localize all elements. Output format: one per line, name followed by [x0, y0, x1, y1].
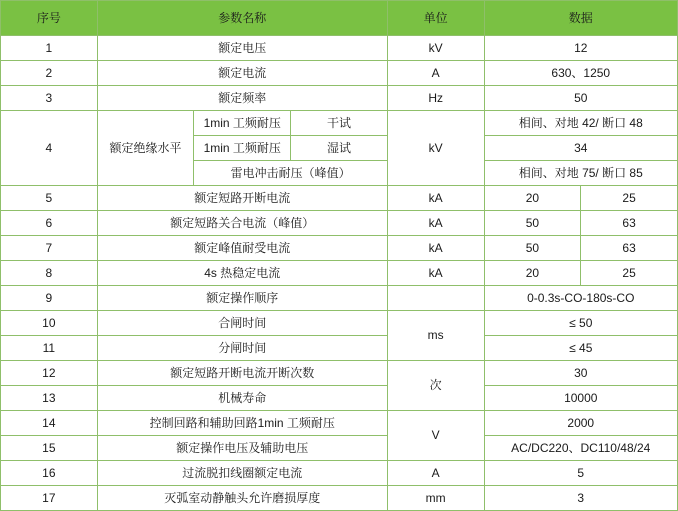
- row-parameter-name: 额定电压: [97, 36, 387, 61]
- table-row: [1, 211, 678, 236]
- row-index: 16: [1, 461, 98, 486]
- table-row: [1, 36, 678, 61]
- row-parameter-name: 额定短路开断电流: [97, 186, 387, 211]
- table-row: [1, 411, 678, 436]
- row-group-label: 额定绝缘水平: [97, 111, 194, 186]
- table-row: [1, 436, 678, 461]
- row-index: 17: [1, 486, 98, 511]
- row-data: 相间、对地 42/ 断口 48: [484, 111, 677, 136]
- row-parameter-name: 额定短路关合电流（峰值）: [97, 211, 387, 236]
- row-parameter-name: 额定短路开断电流开断次数: [97, 361, 387, 386]
- column-header-index: 序号: [1, 1, 98, 36]
- row-data-left: 50: [484, 211, 581, 236]
- table-row: [1, 486, 678, 511]
- column-header-parameter-name: 参数名称: [97, 1, 387, 36]
- row-index: 15: [1, 436, 98, 461]
- row-data: AC/DC220、DC110/48/24: [484, 436, 677, 461]
- row-unit: ms: [387, 311, 484, 361]
- row-unit: kV: [387, 36, 484, 61]
- column-header-unit: 单位: [387, 1, 484, 36]
- row-parameter-name: 额定频率: [97, 86, 387, 111]
- row-index: 3: [1, 86, 98, 111]
- table-row: [1, 336, 678, 361]
- row-data-left: 20: [484, 186, 581, 211]
- row-data: 630、1250: [484, 61, 677, 86]
- row-data: 相间、对地 75/ 断口 85: [484, 161, 677, 186]
- row-data-left: 20: [484, 261, 581, 286]
- row-unit: kA: [387, 236, 484, 261]
- table-row: [1, 86, 678, 111]
- row-index: 11: [1, 336, 98, 361]
- row-parameter-name: 1min 工频耐压: [194, 136, 291, 161]
- row-index: 13: [1, 386, 98, 411]
- row-data-right: 63: [581, 236, 678, 261]
- row-parameter-name: 合闸时间: [97, 311, 387, 336]
- table-row: [1, 261, 678, 286]
- table-row: [1, 111, 678, 136]
- header-row: [1, 1, 678, 36]
- row-unit: mm: [387, 486, 484, 511]
- row-unit: kA: [387, 211, 484, 236]
- row-parameter-name: 雷电冲击耐压（峰值）: [194, 161, 387, 186]
- table-row: [1, 386, 678, 411]
- row-data-right: 63: [581, 211, 678, 236]
- row-parameter-name: 分闸时间: [97, 336, 387, 361]
- row-index: 9: [1, 286, 98, 311]
- row-data: 30: [484, 361, 677, 386]
- row-parameter-name: 机械寿命: [97, 386, 387, 411]
- row-unit: [387, 286, 484, 311]
- row-index: 12: [1, 361, 98, 386]
- row-index: 14: [1, 411, 98, 436]
- table-row: [1, 361, 678, 386]
- row-parameter-name: 额定操作顺序: [97, 286, 387, 311]
- row-parameter-name: 过流脱扣线圈额定电流: [97, 461, 387, 486]
- table-row: [1, 236, 678, 261]
- row-unit: kA: [387, 261, 484, 286]
- row-unit: A: [387, 61, 484, 86]
- row-index: 10: [1, 311, 98, 336]
- row-unit: A: [387, 461, 484, 486]
- table-row: [1, 61, 678, 86]
- row-unit: 次: [387, 361, 484, 411]
- row-data: 3: [484, 486, 677, 511]
- row-index: 8: [1, 261, 98, 286]
- row-index: 2: [1, 61, 98, 86]
- row-data-left: 50: [484, 236, 581, 261]
- row-data: 50: [484, 86, 677, 111]
- row-data: ≤ 45: [484, 336, 677, 361]
- row-index: 1: [1, 36, 98, 61]
- row-test-kind: 湿试: [291, 136, 388, 161]
- row-parameter-name: 额定电流: [97, 61, 387, 86]
- row-test-kind: 干试: [291, 111, 388, 136]
- row-unit: kV: [387, 111, 484, 186]
- row-data-right: 25: [581, 186, 678, 211]
- row-parameter-name: 额定操作电压及辅助电压: [97, 436, 387, 461]
- row-data: ≤ 50: [484, 311, 677, 336]
- row-data: 5: [484, 461, 677, 486]
- row-unit: kA: [387, 186, 484, 211]
- row-data: 12: [484, 36, 677, 61]
- row-parameter-name: 额定峰值耐受电流: [97, 236, 387, 261]
- table-body: [1, 36, 678, 511]
- row-data: 2000: [484, 411, 677, 436]
- column-header-data: 数据: [484, 1, 677, 36]
- row-parameter-name: 4s 热稳定电流: [97, 261, 387, 286]
- row-data: 34: [484, 136, 677, 161]
- row-data-right: 25: [581, 261, 678, 286]
- row-data: 0-0.3s-CO-180s-CO: [484, 286, 677, 311]
- row-index: 5: [1, 186, 98, 211]
- row-unit: Hz: [387, 86, 484, 111]
- table-row: [1, 286, 678, 311]
- row-parameter-name: 灭弧室动静触头允许磨损厚度: [97, 486, 387, 511]
- table-row: [1, 186, 678, 211]
- table-row: [1, 311, 678, 336]
- row-data: 10000: [484, 386, 677, 411]
- row-parameter-name: 控制回路和辅助回路1min 工频耐压: [97, 411, 387, 436]
- row-unit: V: [387, 411, 484, 461]
- row-index: 4: [1, 111, 98, 186]
- table-header: [1, 1, 678, 36]
- row-index: 7: [1, 236, 98, 261]
- row-parameter-name: 1min 工频耐压: [194, 111, 291, 136]
- row-index: 6: [1, 211, 98, 236]
